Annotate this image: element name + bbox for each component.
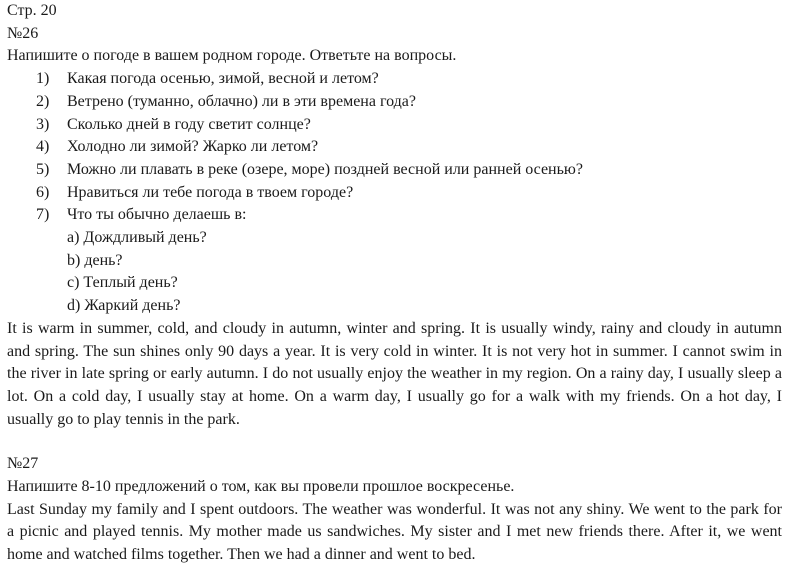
question-number: 3) xyxy=(36,115,50,133)
section-gap xyxy=(7,431,789,453)
question-text: Сколько дней в году светит солнце? xyxy=(67,115,311,133)
question-number: 1) xyxy=(36,70,50,88)
task-26-instruction: Напишите о погоде в вашем родном городе. Ответьте на вопросы. xyxy=(7,47,457,65)
question-item xyxy=(7,136,789,159)
question-item xyxy=(7,159,789,182)
question-number: 5) xyxy=(36,160,50,178)
subquestion-item: d) Жаркий день? xyxy=(67,297,181,315)
task-27-instruction: Напишите 8-10 предложений о том, как вы провели прошлое воскресенье. xyxy=(7,478,515,496)
question-text: Можно ли плавать в реке (озере, море) поздней весной или ранней осенью? xyxy=(67,160,583,178)
task-26-answer: It is warm in summer, cold, and cloudy in autumn, winter and spring. It is usually windy, rainy and cloudy in autumn and spring. The sun shines only 90 days a year. It is very cold in winter. It is not very hot in summer. I cannot swim in the river in late spring or early autumn. I do not usually enjoy the weather in my region. On a rainy day, I usually sleep a lot. On a cold day, I usually stay at home. On a warm day, I usually go for a walk with my friends. On a hot day, I usually go to play tennis in the park. xyxy=(7,319,782,428)
page-label: Стр. 20 xyxy=(7,2,57,19)
task-26-subquestion-list xyxy=(7,227,789,318)
question-item xyxy=(7,114,789,137)
question-text: Холодно ли зимой? Жарко ли летом? xyxy=(67,138,319,156)
task-27-answer: Last Sunday my family and I spent outdoors. The weather was wonderful. It was not any shiny. We went to the park for a picnic and played tennis. My mother made us sandwiches. My sister and I met new friends there. After it, we went home and watched films together. Then we had a dinner and went to bed. xyxy=(7,500,782,564)
task-26-number: №26 xyxy=(7,24,39,42)
subquestion-item: b) день? xyxy=(67,251,123,269)
question-text: Что ты обычно делаешь в: xyxy=(67,206,247,224)
question-item xyxy=(7,91,789,114)
question-item xyxy=(7,204,789,227)
question-item xyxy=(7,68,789,91)
question-number: 6) xyxy=(36,183,50,201)
question-text: Ветрено (туманно, облачно) ли в эти времена года? xyxy=(67,92,417,110)
question-number: 2) xyxy=(36,92,50,110)
subquestion-item: c) Теплый день? xyxy=(67,274,178,292)
question-item xyxy=(7,182,789,205)
question-text: Какая погода осенью, зимой, весной и летом? xyxy=(67,70,379,88)
subquestion-item: a) Дождливый день? xyxy=(67,229,207,247)
question-number: 4) xyxy=(36,138,50,156)
question-number: 7) xyxy=(36,206,50,224)
question-text: Нравиться ли тебе погода в твоем городе? xyxy=(67,183,354,201)
task-27-number: №27 xyxy=(7,455,39,473)
task-26-question-list xyxy=(7,68,789,227)
